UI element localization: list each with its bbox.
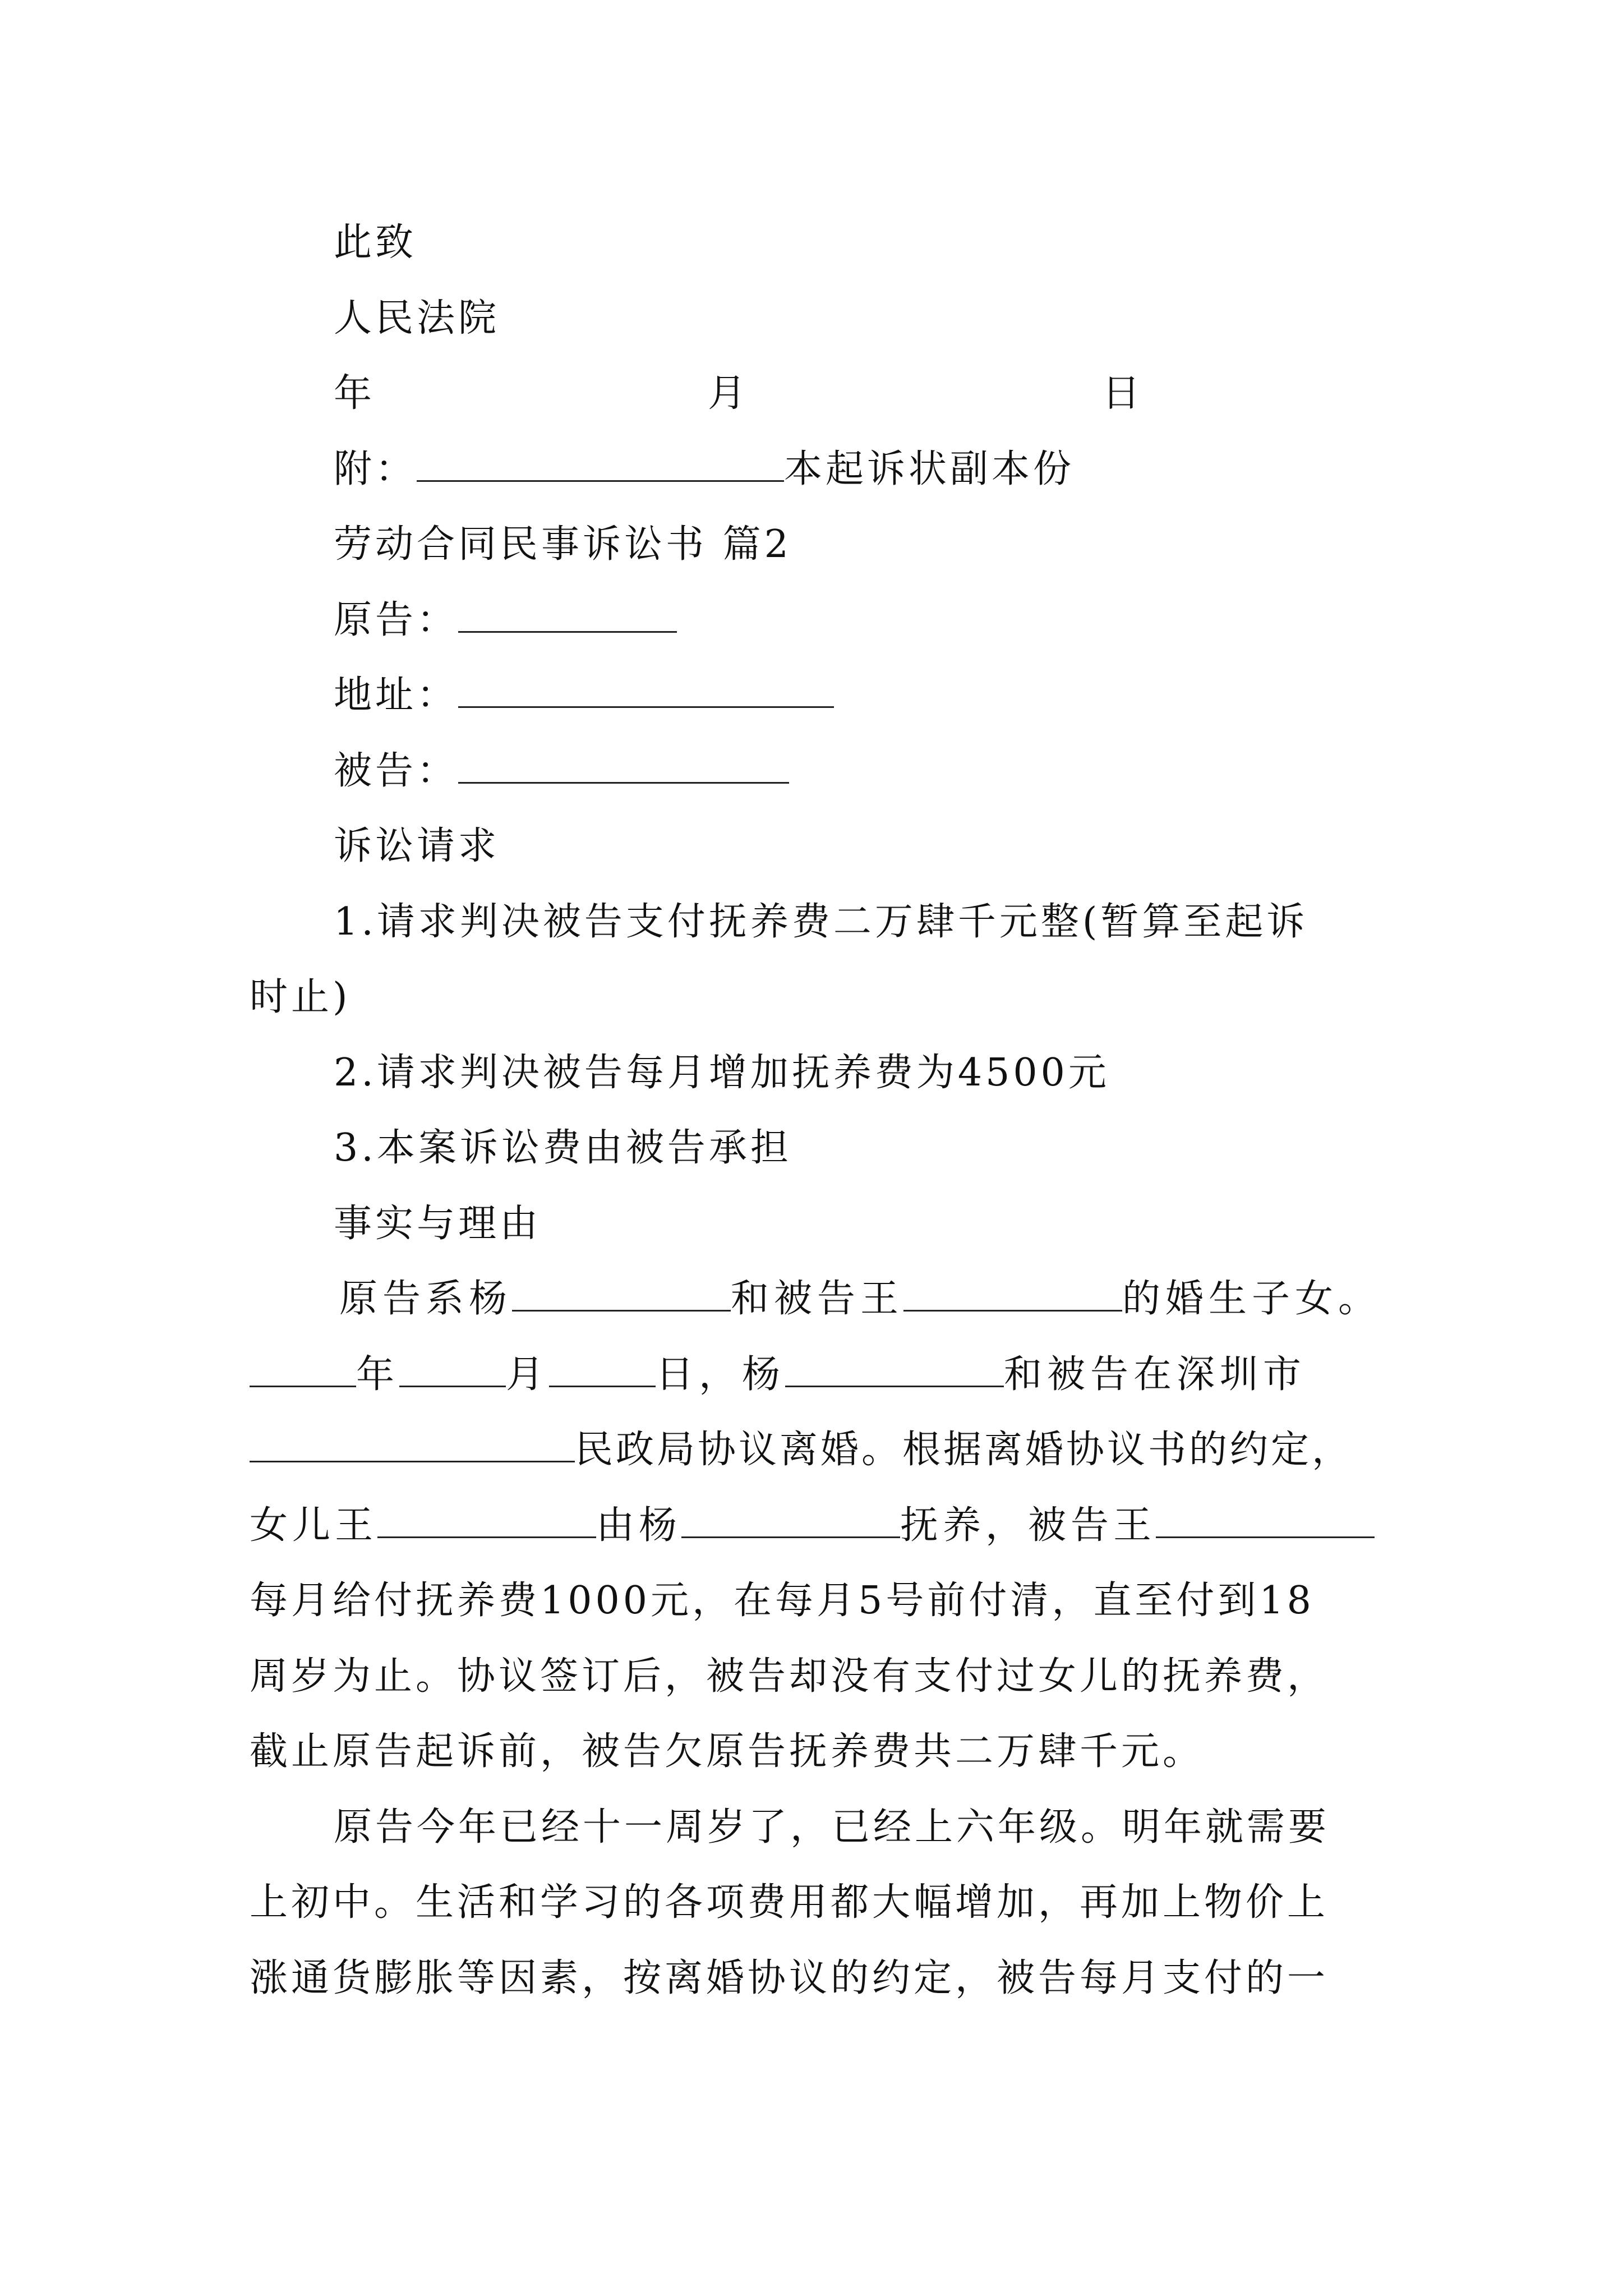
facts-para-1-line-5: 每月给付抚养费1000元，在每月5号前付清，直至付到18 <box>250 1579 1315 1623</box>
date-day-label: 日 <box>1102 371 1144 416</box>
facts-heading: 事实与理由 <box>334 1202 542 1246</box>
blank-name-yang-2 <box>785 1352 1004 1387</box>
salutation: 此致 <box>334 220 417 265</box>
blank-name-yang <box>512 1276 731 1312</box>
blank-year <box>250 1352 356 1387</box>
facts-para-1-line-6: 周岁为止。协议签订后，被告却没有支付过女儿的抚养费， <box>250 1654 1329 1699</box>
facts-text: 原告系杨 <box>339 1277 513 1321</box>
facts-text: 的婚生子女。 <box>1122 1277 1382 1321</box>
facts-text: 月 <box>506 1352 550 1397</box>
claim-1-line-2: 时止) <box>250 975 351 1019</box>
attachment-blank <box>417 447 784 482</box>
facts-text: 和被告在深圳市 <box>1004 1352 1307 1397</box>
facts-text: 民政局协议离婚。根据离婚协议书的约定， <box>575 1428 1353 1472</box>
address-line <box>334 668 834 724</box>
facts-text: 日，杨 <box>656 1352 786 1397</box>
facts-para-2-line-3: 涨通货膨胀等因素，按离婚协议的约定，被告每月支付的一 <box>250 1956 1329 2000</box>
facts-para-1-line-7: 截止原告起诉前，被告欠原告抚养费共二万肆千元。 <box>250 1729 1205 1774</box>
blank-name-yang-3 <box>681 1503 900 1538</box>
blank-day <box>549 1352 656 1387</box>
defendant-line <box>334 743 789 799</box>
facts-text: 抚养，被告王 <box>900 1503 1156 1548</box>
facts-para-2-line-1: 原告今年已经十一周岁了，已经上六年级。明年就需要 <box>334 1805 1330 1849</box>
claim-2: 2.请求判决被告每月增加抚养费为4500元 <box>334 1051 1110 1095</box>
blank-name-wang <box>903 1276 1122 1312</box>
defendant-blank <box>458 748 789 784</box>
date-month-label: 月 <box>708 371 750 416</box>
claim-1-line-1: 1.请求判决被告支付抚养费二万肆千元整(暂算至起诉 <box>334 900 1308 944</box>
claims-heading: 诉讼请求 <box>334 824 500 868</box>
attachment-suffix: 本起诉状副本份 <box>784 447 1075 491</box>
plaintiff-line <box>334 592 677 648</box>
facts-para-2-line-2: 上初中。生活和学习的各项费用都大幅增加，再加上物价上 <box>250 1880 1329 1925</box>
facts-text: 女儿王 <box>250 1503 378 1548</box>
plaintiff-label: 原告： <box>334 598 459 642</box>
blank-district <box>250 1427 575 1462</box>
blank-name-wang-2 <box>1156 1503 1375 1538</box>
attachment-prefix: 附： <box>334 447 417 491</box>
address-label: 地址： <box>334 673 459 717</box>
facts-para-1-line-4 <box>250 1498 1375 1554</box>
facts-para-1-line-3 <box>250 1422 1353 1478</box>
blank-daughter-name <box>377 1503 596 1538</box>
date-year-label: 年 <box>334 371 376 416</box>
address-blank <box>458 673 834 708</box>
plaintiff-blank <box>458 597 677 633</box>
facts-para-1-line-1 <box>339 1271 1381 1327</box>
facts-text: 年 <box>356 1352 400 1397</box>
facts-text: 和被告王 <box>731 1277 904 1321</box>
defendant-label: 被告： <box>334 749 459 793</box>
attachment-line <box>334 441 1075 498</box>
section-title: 劳动合同民事诉讼书 篇2 <box>334 522 792 567</box>
blank-month <box>399 1352 506 1387</box>
claim-3: 3.本案诉讼费由被告承担 <box>334 1126 792 1170</box>
court-name: 人民法院 <box>334 296 500 341</box>
facts-text: 由杨 <box>596 1503 682 1548</box>
facts-para-1-line-2 <box>250 1347 1306 1403</box>
